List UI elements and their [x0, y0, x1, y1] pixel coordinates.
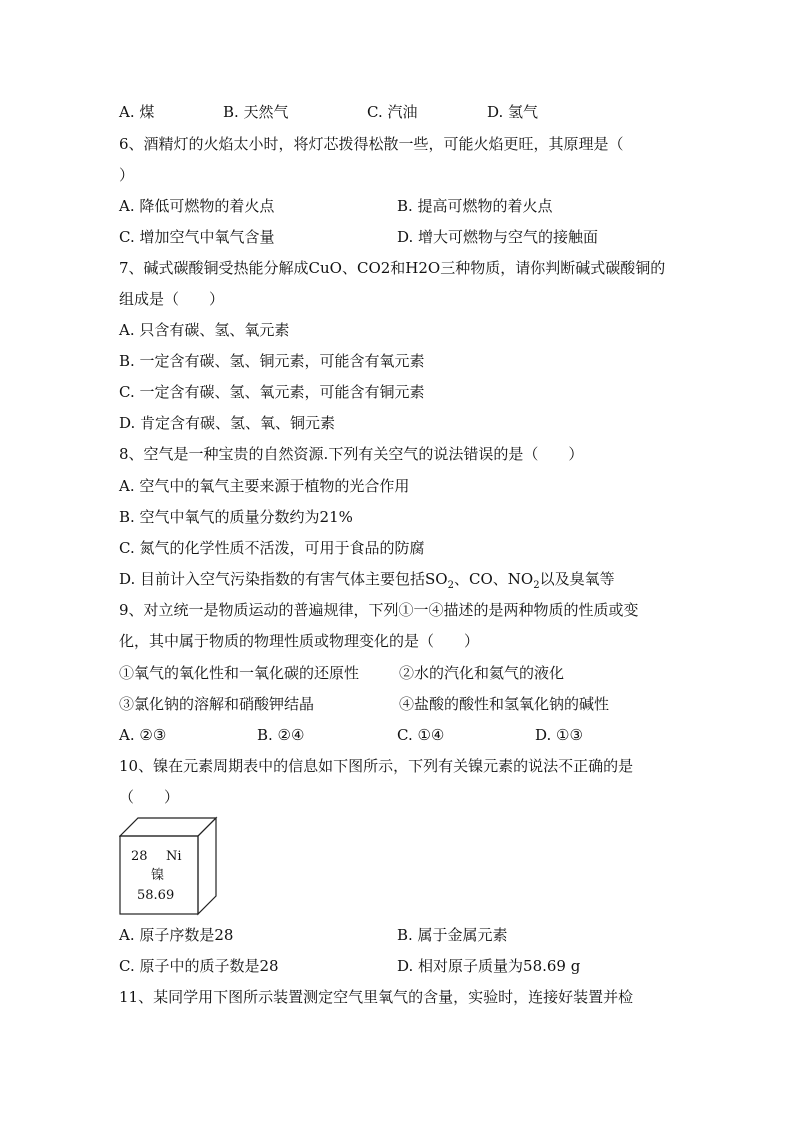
q9-stem-line2: 化，其中属于物质的物理性质或物理变化的是（ ）: [119, 632, 480, 650]
q9-option-c: C. ①④: [397, 726, 445, 744]
q7-stem-line1: 7、碱式碳酸铜受热能分解成CuO、CO2和H2O三种物质，请你判断碱式碳酸铜的: [119, 259, 666, 277]
q10-stem-line1: 10、镍在元素周期表中的信息如下图所示，下列有关镍元素的说法不正确的是: [119, 757, 634, 775]
q11-stem-line1: 11、某同学用下图所示装置测定空气里氧气的含量，实验时，连接好装置并检: [119, 988, 634, 1006]
q7-stem-line2: 组成是（ ）: [119, 290, 225, 308]
q10-option-a: A. 原子序数是28: [119, 926, 234, 944]
q10-option-d: D. 相对原子质量为58.69 g: [397, 957, 581, 975]
q6-option-d: D. 增大可燃物与空气的接触面: [397, 228, 599, 246]
q7-option-a: A. 只含有碳、氢、氧元素: [119, 321, 290, 339]
q7-option-b: B. 一定含有碳、氢、铜元素，可能含有氧元素: [119, 352, 425, 370]
q8-option-d-sub2: 2: [533, 580, 540, 591]
element-name: 镍: [151, 868, 165, 883]
q10-option-b: B. 属于金属元素: [397, 926, 508, 944]
q8-option-d: [119, 569, 615, 589]
q8-option-a: A. 空气中的氧气主要来源于植物的光合作用: [119, 477, 410, 495]
q5-option-d: D. 氢气: [487, 103, 539, 121]
q8-stem: 8、空气是一种宝贵的自然资源.下列有关空气的说法错误的是（ ）: [119, 445, 584, 463]
q6-option-a: A. 降低可燃物的着火点: [119, 197, 275, 215]
element-atomic-number: 28: [131, 849, 148, 864]
q7-option-d: D. 肯定含有碳、氢、氧、铜元素: [119, 414, 336, 432]
element-atomic-mass: 58.69: [137, 888, 175, 903]
q9-statement-1: ①氧气的氧化性和一氧化碳的还原性: [119, 664, 360, 682]
q8-option-c: C. 氮气的化学性质不活泼，可用于食品的防腐: [119, 539, 425, 557]
q9-statement-2: ②水的汽化和氦气的液化: [399, 664, 565, 682]
q9-statement-3: ③氯化钠的溶解和硝酸钾结晶: [119, 695, 315, 713]
q9-option-a: A. ②③: [119, 726, 167, 744]
q6-stem-line1: 6、酒精灯的火焰太小时，将灯芯拨得松散一些，可能火焰更旺，其原理是（: [119, 135, 624, 153]
element-cube-figure: [119, 816, 219, 916]
q6-option-b: B. 提高可燃物的着火点: [397, 197, 553, 215]
q10-stem-line2: （ ）: [119, 788, 180, 806]
q8-option-d-suffix: 以及臭氧等: [539, 570, 615, 588]
q8-option-d-sub1: 2: [447, 580, 454, 591]
q9-statement-4: ④盐酸的酸性和氢氧化钠的碱性: [399, 695, 610, 713]
q5-option-b: B. 天然气: [223, 103, 289, 121]
q9-option-d: D. ①③: [535, 726, 583, 744]
q8-option-d-mid: 、CO、NO: [453, 570, 534, 588]
q6-stem-line2: ）: [119, 166, 135, 184]
q9-option-b: B. ②④: [257, 726, 305, 744]
q8-option-b: B. 空气中氧气的质量分数约为21%: [119, 508, 353, 526]
element-symbol: Ni: [166, 849, 182, 864]
q5-option-a: A. 煤: [119, 103, 155, 121]
q5-option-c: C. 汽油: [367, 103, 418, 121]
q6-option-c: C. 增加空气中氧气含量: [119, 228, 275, 246]
q10-option-c: C. 原子中的质子数是28: [119, 957, 279, 975]
q9-stem-line1: 9、对立统一是物质运动的普遍规律，下列①一④描述的是两种物质的性质或变: [119, 601, 639, 619]
q8-option-d-prefix: D. 目前计入空气污染指数的有害气体主要包括SO: [119, 570, 448, 588]
q7-option-c: C. 一定含有碳、氢、氧元素，可能含有铜元素: [119, 383, 425, 401]
